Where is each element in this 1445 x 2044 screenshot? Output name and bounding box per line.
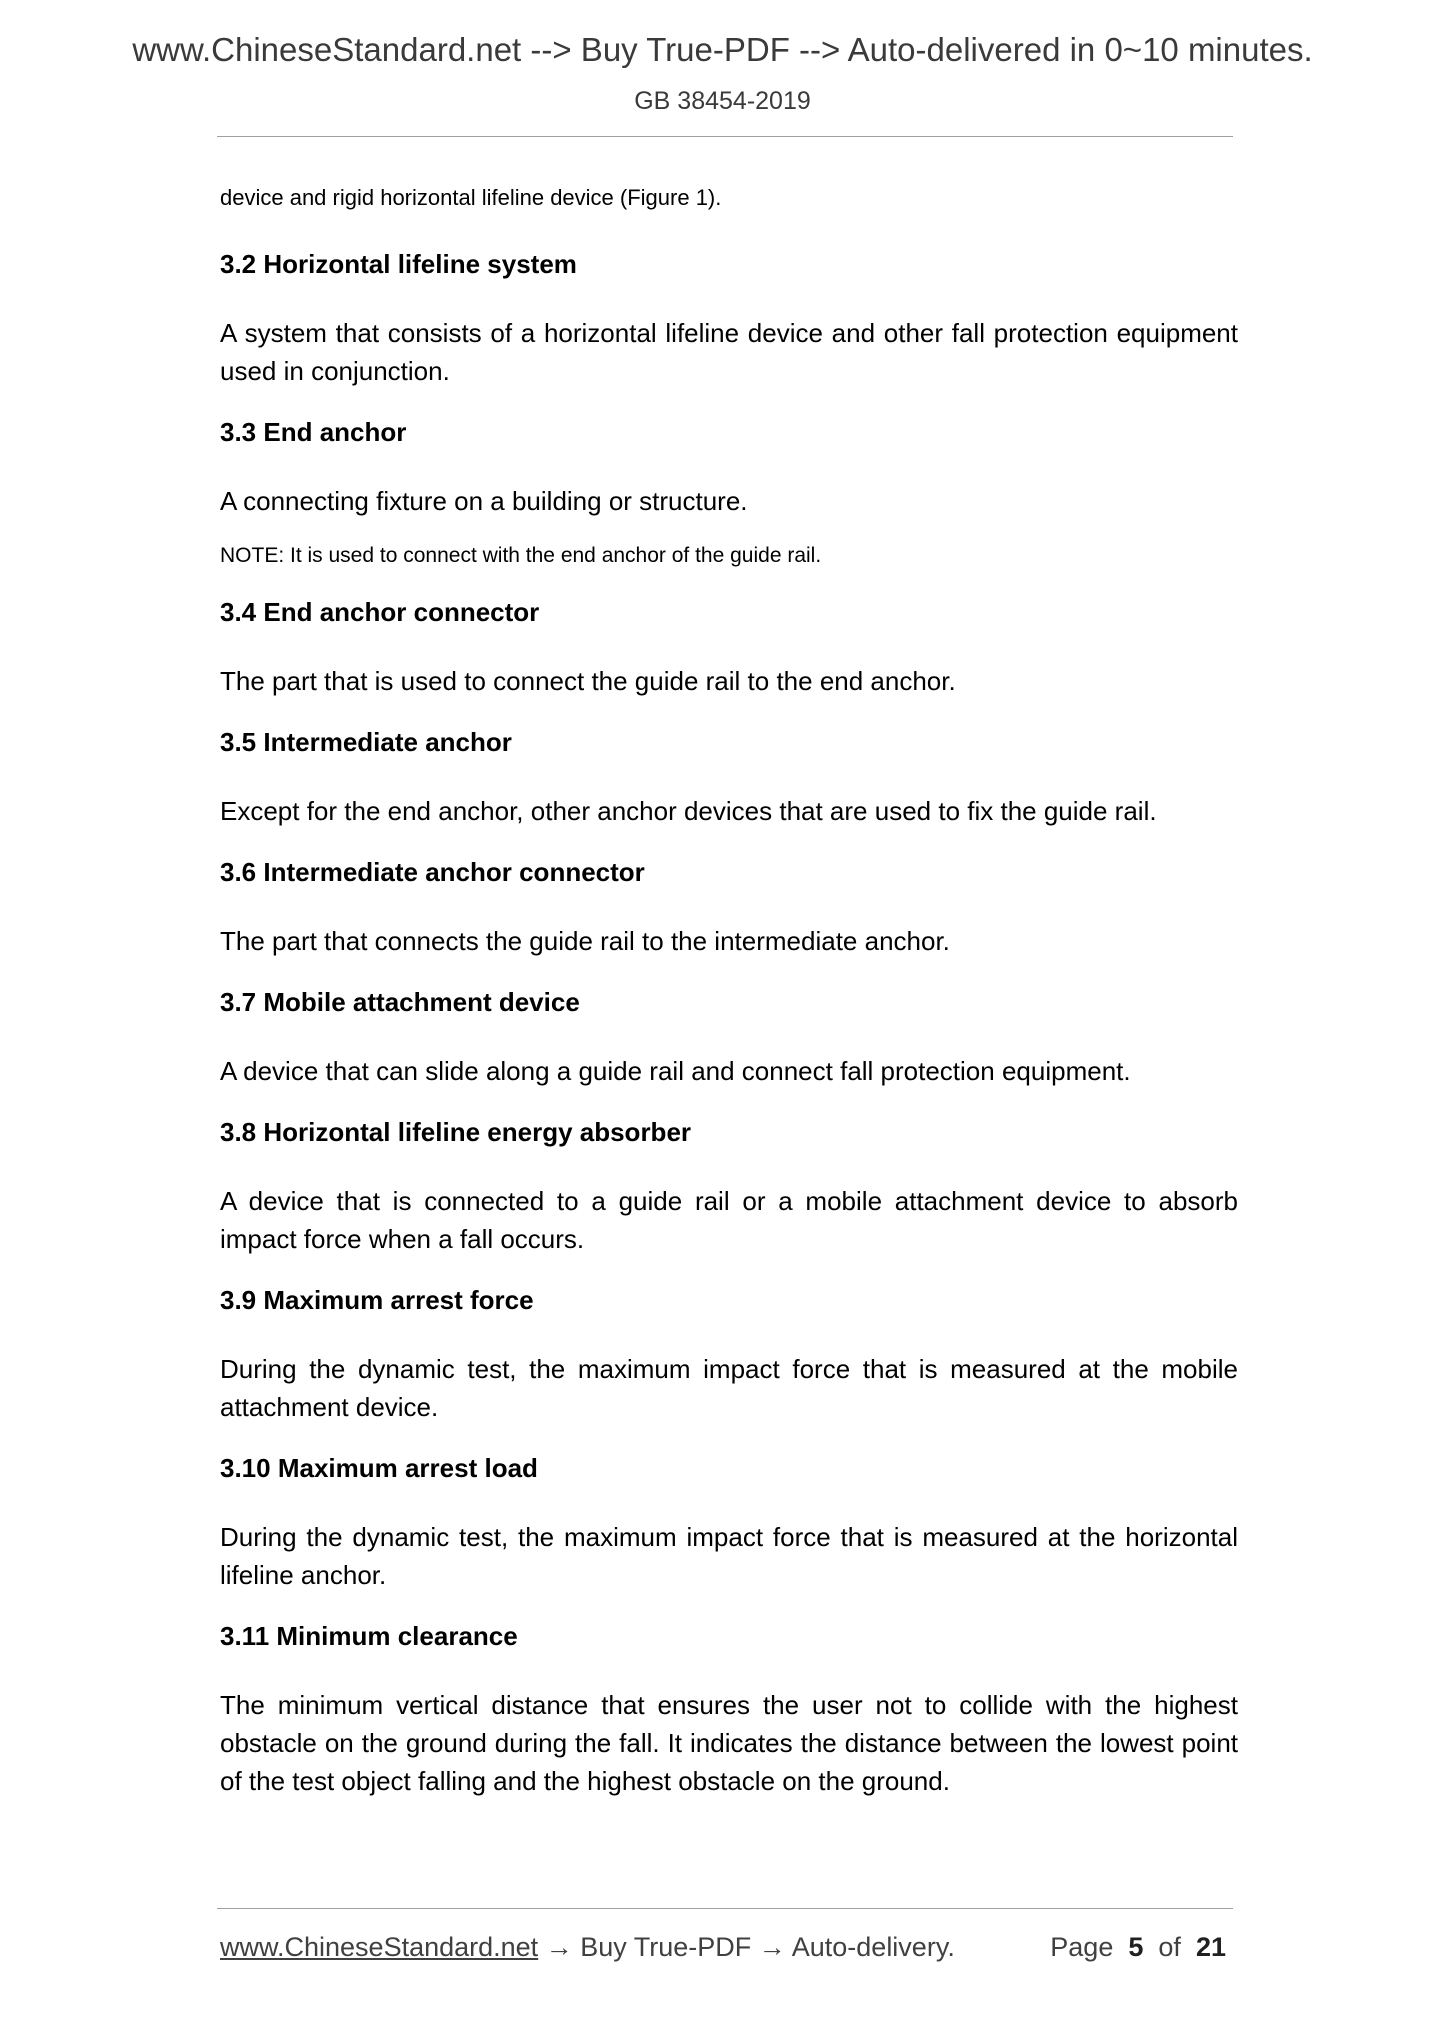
section-3-8 xyxy=(220,1116,1238,1258)
section-body: During the dynamic test, the maximum impact force that is measured at the horizontal lifeline anchor. xyxy=(220,1522,1238,1590)
section-body: A connecting fixture on a building or structure. xyxy=(220,486,748,516)
section-heading: 3.4 End anchor connector xyxy=(220,597,540,627)
section-heading: 3.5 Intermediate anchor xyxy=(220,727,512,757)
section-body: A device that is connected to a guide rail or a mobile attachment device to absorb impact force when a fall occurs. xyxy=(220,1186,1238,1254)
section-body: The part that is used to connect the guide rail to the end anchor. xyxy=(220,666,956,696)
of-label: of xyxy=(1158,1932,1181,1962)
section-body: A device that can slide along a guide rail and connect fall protection equipment. xyxy=(220,1056,1131,1086)
section-heading: 3.9 Maximum arrest force xyxy=(220,1285,534,1315)
footer-divider xyxy=(217,1908,1233,1909)
footer-tagline: → Buy True-PDF → Auto-delivery. xyxy=(538,1932,955,1962)
section-heading: 3.2 Horizontal lifeline system xyxy=(220,249,577,279)
section-heading: 3.6 Intermediate anchor connector xyxy=(220,857,645,887)
section-heading: 3.3 End anchor xyxy=(220,417,407,447)
site-banner: www.ChineseStandard.net --> Buy True-PDF --> Auto-delivered in 0~10 minutes. xyxy=(132,31,1313,68)
section-body: A system that consists of a horizontal lifeline device and other fall protection equipment used in conjunction. xyxy=(220,318,1238,386)
page-total: 21 xyxy=(1195,1932,1226,1962)
section-heading: 3.10 Maximum arrest load xyxy=(220,1453,538,1483)
section-3-4 xyxy=(220,596,1238,700)
page-indicator xyxy=(1050,1930,1226,1964)
section-3-7 xyxy=(220,986,1238,1090)
header-divider xyxy=(217,136,1233,137)
standard-code: GB 38454-2019 xyxy=(634,87,811,115)
section-note: NOTE: It is used to connect with the end anchor of the guide rail. xyxy=(220,544,822,567)
continuation-text: device and rigid horizontal lifeline device (Figure 1). xyxy=(220,185,722,210)
footer-site-link[interactable]: www.ChineseStandard.net xyxy=(220,1932,539,1962)
section-body: The part that connects the guide rail to the intermediate anchor. xyxy=(220,926,950,956)
section-heading: 3.8 Horizontal lifeline energy absorber xyxy=(220,1117,692,1147)
section-3-3 xyxy=(220,416,1238,570)
section-body: Except for the end anchor, other anchor devices that are used to fix the guide rail. xyxy=(220,796,1157,826)
section-body: The minimum vertical distance that ensures the user not to collide with the highest obstacle on the ground during the fall. It indicates the distance between the lowest point of the test object falling and the highest obstacle on the ground. xyxy=(220,1690,1238,1796)
section-heading: 3.11 Minimum clearance xyxy=(220,1621,518,1651)
section-3-10 xyxy=(220,1452,1238,1594)
section-3-11 xyxy=(220,1620,1238,1800)
section-3-2 xyxy=(220,248,1238,390)
page-number: 5 xyxy=(1128,1932,1144,1962)
section-3-6 xyxy=(220,856,1238,960)
section-3-5 xyxy=(220,726,1238,830)
section-3-9 xyxy=(220,1284,1238,1426)
page-label: Page xyxy=(1050,1932,1114,1962)
section-body: During the dynamic test, the maximum impact force that is measured at the mobile attachment device. xyxy=(220,1354,1238,1422)
document-body xyxy=(220,184,1238,1826)
section-heading: 3.7 Mobile attachment device xyxy=(220,987,580,1017)
footer-promo xyxy=(220,1930,955,1964)
